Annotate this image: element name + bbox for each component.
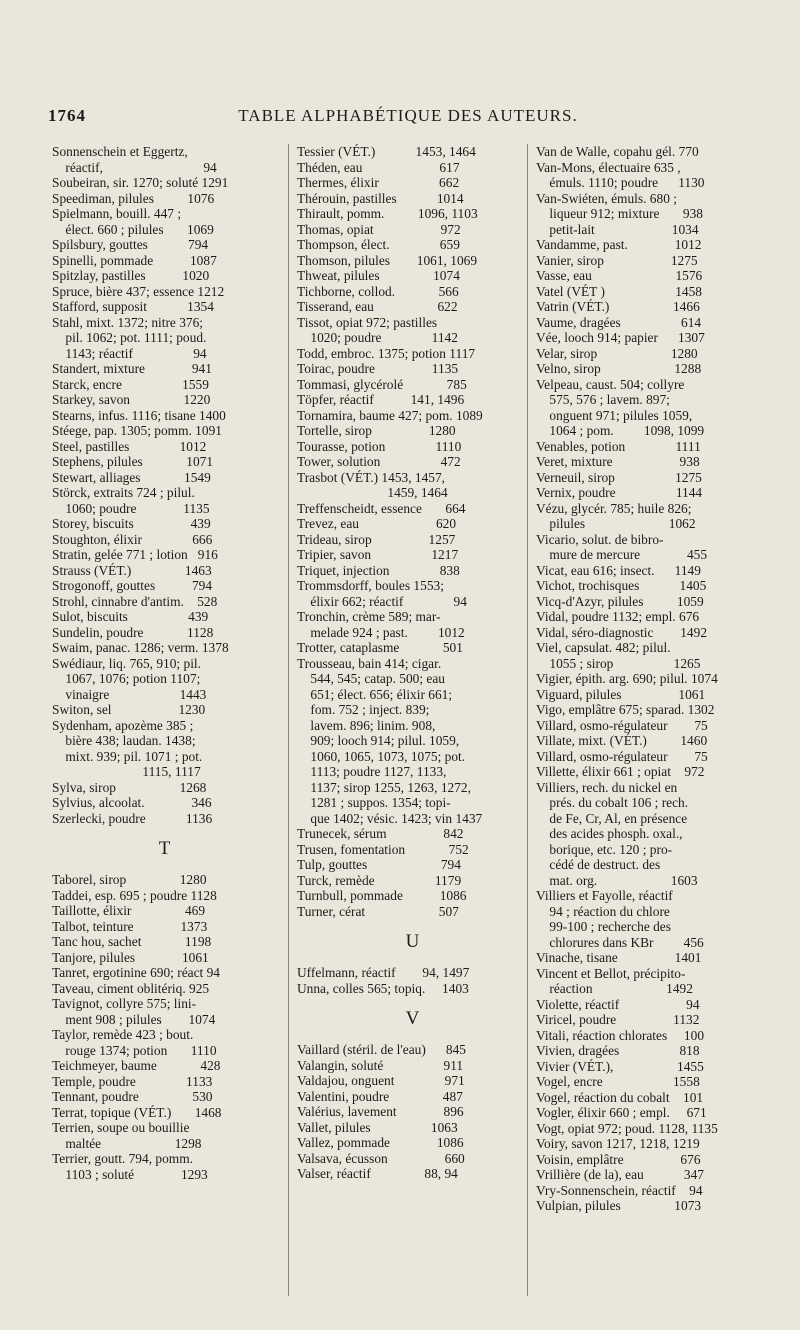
column-3 xyxy=(527,144,777,1296)
index-entry: Tavignot, collyre 575; lini- xyxy=(52,996,197,1011)
index-entry: Tissot, opiat 972; pastilles xyxy=(297,314,438,330)
index-entry: Terrat, topique (VÉT.) 1468 xyxy=(52,1104,222,1120)
index-entry: Van-Swiéten, émuls. 680 ; xyxy=(536,190,677,206)
index-entry: réaction 1492 xyxy=(536,981,693,996)
index-entry: Vanier, sirop 1275 xyxy=(536,252,698,268)
index-entry: Sylvius, alcoolat. 346 xyxy=(52,795,212,810)
index-entry: Thomas, opiat 972 xyxy=(297,221,461,237)
index-entry: Vitali, réaction chlorates 100 xyxy=(536,1027,705,1043)
index-entry: prés. du cobalt 106 ; rech. xyxy=(536,795,689,810)
index-entry: 1060; poudre 1135 xyxy=(52,500,210,516)
index-entry: Triquet, injection 838 xyxy=(297,562,460,578)
index-entry: Voiry, savon 1217, 1218, 1219 xyxy=(536,1136,700,1151)
index-entry: borique, etc. 120 ; pro- xyxy=(536,841,673,857)
index-entry: élixir 662; réactif 94 xyxy=(297,593,467,609)
index-entry: Strohl, cinnabre d'antim. 528 xyxy=(52,593,218,609)
index-entry: 1115, 1117 xyxy=(52,764,201,779)
index-entry: Tisserand, eau 622 xyxy=(297,299,458,314)
index-entry: Treffenscheidt, essence 664 xyxy=(297,500,466,516)
index-entry: Vallet, pilules 1063 xyxy=(297,1119,458,1135)
index-entry: Velar, sirop 1280 xyxy=(536,345,698,361)
index-entry: Vidal, poudre 1132; empl. 676 xyxy=(536,609,700,624)
index-entry: Stearns, infus. 1116; tisane 1400 xyxy=(52,407,226,423)
index-entry: Sulot, biscuits 439 xyxy=(52,609,209,624)
index-entry: Vernix, poudre 1144 xyxy=(536,485,703,500)
index-entry: Trusen, fomentation 752 xyxy=(297,841,469,857)
index-entry: 1281 ; suppos. 1354; topi- xyxy=(297,795,451,810)
index-entry: Spielmann, bouill. 447 ; xyxy=(52,206,182,221)
index-entry: Todd, embroc. 1375; potion 1117 xyxy=(297,345,476,361)
index-entry: Thermes, élixir 662 xyxy=(297,175,460,190)
index-entry: réactif, 94 xyxy=(52,159,217,175)
index-entry: 1060, 1065, 1073, 1075; pot. xyxy=(297,748,466,764)
index-entry: onguent 971; pilules 1059, xyxy=(536,407,693,423)
index-entry: Tanc hou, sachet 1198 xyxy=(52,934,212,949)
column-2 xyxy=(288,144,528,1296)
index-entry: Speediman, pilules 1076 xyxy=(52,190,215,206)
index-entry: Vasse, eau 1576 xyxy=(536,268,703,283)
index-entry: Vogel, réaction du cobalt 101 xyxy=(536,1089,704,1105)
index-entry: bière 438; laudan. 1438; xyxy=(52,733,196,748)
index-entry: Strogonoff, gouttes 794 xyxy=(52,578,213,593)
section-letter: V xyxy=(405,1008,420,1029)
index-entry: Valangin, soluté 911 xyxy=(297,1057,464,1073)
index-entry: Vicat, eau 616; insect. 1149 xyxy=(536,562,701,578)
index-entry: Tennant, poudre 530 xyxy=(52,1089,213,1104)
index-entry: Violette, réactif 94 xyxy=(536,996,700,1012)
index-entry: Théden, eau 617 xyxy=(297,159,460,175)
index-entry: Vaillard (stéril. de l'eau) 845 xyxy=(297,1042,466,1057)
index-entry: Starck, encre 1559 xyxy=(52,376,209,392)
index-entry: 1143; réactif 94 xyxy=(52,345,207,361)
index-entry: Van de Walle, copahu gél. 770 xyxy=(536,144,699,159)
index-entry: Stoughton, élixir 666 xyxy=(52,531,213,547)
index-entry: Starkey, savon 1220 xyxy=(52,392,211,407)
column-1 xyxy=(52,144,277,1182)
index-entry: rouge 1374; potion 1110 xyxy=(52,1042,217,1058)
index-entry: 1064 ; pom. 1098, 1099 xyxy=(536,423,705,438)
index-entry: Tanjore, pilules 1061 xyxy=(52,949,209,965)
index-entry: Villiers, rech. du nickel en xyxy=(536,779,678,795)
index-entry: 1067, 1076; potion 1107; xyxy=(52,671,201,686)
index-entry: Velno, sirop 1288 xyxy=(536,361,702,376)
index-entry: Stephens, pilules 1071 xyxy=(52,454,214,469)
index-entry: mixt. 939; pil. 1071 ; pot. xyxy=(52,748,203,764)
index-entry: Thweat, pilules 1074 xyxy=(297,268,460,283)
index-entry: 94 ; réaction du chlore xyxy=(536,903,670,919)
index-entry: 1137; sirop 1255, 1263, 1272, xyxy=(297,779,471,795)
index-entry: pil. 1062; pot. 1111; poud. xyxy=(52,330,207,345)
index-entry: 1055 ; sirop 1265 xyxy=(536,655,701,671)
index-entry: Trevez, eau 620 xyxy=(297,516,457,531)
index-entry: Trotter, cataplasme 501 xyxy=(297,640,463,655)
index-entry: Turck, remède 1179 xyxy=(297,872,462,888)
index-entry: Tichborne, collod. 566 xyxy=(297,283,459,299)
page-title: TABLE ALPHABÉTIQUE DES AUTEURS. xyxy=(238,106,578,125)
index-entry: Vivien, dragées 818 xyxy=(536,1043,700,1058)
index-entry: Vatel (VÉT ) 1458 xyxy=(536,283,702,299)
index-entry: Tourasse, potion 1110 xyxy=(297,438,462,454)
index-entry: petit-lait 1034 xyxy=(536,221,699,237)
index-entry: Spruce, bière 437; essence 1212 xyxy=(52,283,225,299)
index-entry: Veret, mixture 938 xyxy=(536,454,700,469)
index-entry: Vatrin (VÉT.) 1466 xyxy=(536,299,700,314)
index-entry: Tortelle, sirop 1280 xyxy=(297,423,456,438)
page-header xyxy=(48,106,768,132)
index-entry: Tessier (VÉT.) 1453, 1464 xyxy=(297,144,476,159)
index-entry: Stéege, pap. 1305; pomm. 1091 xyxy=(52,423,222,438)
index-entry: Vigier, épith. arg. 690; pilul. 1074 xyxy=(536,671,718,686)
index-entry: mat. org. 1603 xyxy=(536,872,698,888)
index-entry: Villiers et Fayolle, réactif xyxy=(536,888,673,903)
index-entry: 909; looch 914; pilul. 1059, xyxy=(297,733,460,748)
index-entry: Standert, mixture 941 xyxy=(52,361,212,376)
index-entry: Vézu, glycér. 785; huile 826; xyxy=(536,500,692,516)
index-entry: Tanret, ergotinine 690; réact 94 xyxy=(52,965,220,980)
index-entry: Viel, capsulat. 482; pilul. xyxy=(536,640,671,655)
index-entry: Valdajou, onguent 971 xyxy=(297,1073,465,1088)
index-entry: Vicq-d'Azyr, pilules 1059 xyxy=(536,593,704,609)
index-entry: melade 924 ; past. 1012 xyxy=(297,624,465,640)
index-entry: Teichmeyer, baume 428 xyxy=(52,1058,221,1073)
index-entry: Thompson, élect. 659 xyxy=(297,237,460,252)
index-entry: Terrien, soupe ou bouillie xyxy=(52,1120,190,1135)
index-entry: Stratin, gelée 771 ; lotion 916 xyxy=(52,547,218,562)
index-entry: Sundelin, poudre 1128 xyxy=(52,624,214,640)
index-entry: Tornamira, baume 427; pom. 1089 xyxy=(297,407,483,423)
index-entry: Swédiaur, liq. 765, 910; pil. xyxy=(52,655,201,671)
index-entry: Van-Mons, électuaire 635 , xyxy=(536,159,681,175)
index-entry: Turner, cérat 507 xyxy=(297,903,459,919)
index-entry: Tulp, gouttes 794 xyxy=(297,857,461,872)
index-entry: Villate, mixt. (VÉT.) 1460 xyxy=(536,733,708,748)
index-entry: Strauss (VÉT.) 1463 xyxy=(52,562,212,578)
index-entry: Stewart, alliages 1549 xyxy=(52,469,211,485)
index-entry: Vincent et Bellot, précipito- xyxy=(536,965,686,981)
section-letter: T xyxy=(158,838,171,859)
index-entry: Villette, élixir 661 ; opiat 972 xyxy=(536,764,705,779)
index-entry: Vée, looch 914; papier 1307 xyxy=(536,330,705,345)
index-entry: Trunecek, sérum 842 xyxy=(297,826,464,841)
index-entry: 99-100 ; recherche des xyxy=(536,919,671,934)
index-entry: Vidal, séro-diagnostic 1492 xyxy=(536,624,708,640)
index-entry: Valser, réactif 88, 94 xyxy=(297,1166,458,1181)
index-entry: Taillotte, élixir 469 xyxy=(52,903,206,918)
index-entry: Taddei, esp. 695 ; poudre 1128 xyxy=(52,887,217,903)
index-entry: Talbot, teinture 1373 xyxy=(52,918,208,934)
index-entry: Vry-Sonnenschein, réactif 94 xyxy=(536,1182,703,1198)
index-entry: Swaim, panac. 1286; verm. 1378 xyxy=(52,640,229,655)
index-entry: Tower, solution 472 xyxy=(297,454,461,469)
index-entry: cédé de destruct. des xyxy=(536,857,661,872)
index-entry: Trideau, sirop 1257 xyxy=(297,531,456,547)
index-entry: Storey, biscuits 439 xyxy=(52,516,211,531)
index-entry: Temple, poudre 1133 xyxy=(52,1073,213,1089)
index-entry: Vrillière (de la), eau 347 xyxy=(536,1167,705,1182)
index-entry: Sonnenschein et Eggertz, xyxy=(52,144,188,159)
index-entry: Vogler, élixir 660 ; empl. 671 xyxy=(536,1105,707,1120)
index-entry: Vicario, solut. de bibro- xyxy=(536,531,664,547)
index-entry: Vogt, opiat 972; poud. 1128, 1135 xyxy=(536,1120,718,1136)
index-entry: 1103 ; soluté 1293 xyxy=(52,1166,208,1182)
index-entry: Toirac, poudre 1135 xyxy=(297,361,459,376)
index-entry: Vivier (VÉT.), 1455 xyxy=(536,1058,704,1074)
index-entry: Vulpian, pilules 1073 xyxy=(536,1198,702,1213)
index-entry: Szerlecki, poudre 1136 xyxy=(52,810,213,826)
index-entry: Stafford, supposit 1354 xyxy=(52,299,214,314)
index-entry: Thérouin, pastilles 1014 xyxy=(297,190,464,206)
index-entry: Verneuil, sirop 1275 xyxy=(536,469,702,485)
index-entry: Valentini, poudre 487 xyxy=(297,1088,463,1104)
index-entry: Uffelmann, réactif 94, 1497 xyxy=(297,965,470,980)
index-entry: Thirault, pomm. 1096, 1103 xyxy=(297,206,478,221)
index-entry: Terrier, goutt. 794, pomm. xyxy=(52,1151,193,1166)
index-entry: lavem. 896; linim. 908, xyxy=(297,717,436,733)
index-entry: Sydenham, apozème 385 ; xyxy=(52,717,194,733)
index-entry: de Fe, Cr, Al, en présence xyxy=(536,810,688,826)
index-entry: Spinelli, pommade 1087 xyxy=(52,252,217,268)
index-entry: 1113; poudre 1127, 1133, xyxy=(297,764,447,779)
index-entry: Villard, osmo-régulateur 75 xyxy=(536,748,708,764)
index-entry: Unna, colles 565; topiq. 1403 xyxy=(297,980,469,996)
index-entry: Störck, extraits 724 ; pilul. xyxy=(52,485,195,500)
index-entry: Sylva, sirop 1268 xyxy=(52,779,207,795)
index-entry: mure de mercure 455 xyxy=(536,547,708,562)
index-entry: Stahl, mixt. 1372; nitre 376; xyxy=(52,314,204,330)
index-entry: Vaume, dragées 614 xyxy=(536,314,702,330)
index-entry: Valérius, lavement 896 xyxy=(297,1104,464,1119)
index-entry: Trasbot (VÉT.) 1453, 1457, xyxy=(297,469,446,485)
index-entry: Steel, pastilles 1012 xyxy=(52,438,207,454)
index-entry: chlorures dans KBr 456 xyxy=(536,934,704,950)
index-entry: Vogel, encre 1558 xyxy=(536,1074,700,1089)
index-entry: fom. 752 ; inject. 839; xyxy=(297,702,430,717)
index-entry: Spitzlay, pastilles 1020 xyxy=(52,268,210,283)
index-entry: des acides phosph. oxal., xyxy=(536,826,683,841)
index-entry: Töpfer, réactif 141, 1496 xyxy=(297,392,465,407)
index-entry: Vigo, emplâtre 675; sparad. 1302 xyxy=(536,702,715,717)
index-entry: Vallez, pommade 1086 xyxy=(297,1135,464,1150)
index-entry: 1020; poudre 1142 xyxy=(297,330,458,345)
index-entry: Vandamme, past. 1012 xyxy=(536,237,702,252)
index-entry: émuls. 1110; poudre 1130 xyxy=(536,175,705,190)
index-entry: Vichot, trochisques 1405 xyxy=(536,578,707,593)
index-entry: Viricel, poudre 1132 xyxy=(536,1012,700,1027)
index-entry: 575, 576 ; lavem. 897; xyxy=(536,392,670,407)
index-entry: Tronchin, crème 589; mar- xyxy=(297,609,441,624)
index-entry: Vinache, tisane 1401 xyxy=(536,950,702,965)
index-entry: Thomson, pilules 1061, 1069 xyxy=(297,252,478,268)
index-entry: Viguard, pilules 1061 xyxy=(536,686,706,702)
index-entry: 1459, 1464 xyxy=(297,485,448,500)
index-entry: 651; élect. 656; élixir 661; xyxy=(297,686,453,702)
index-entry: Voisin, emplâtre 676 xyxy=(536,1151,701,1167)
index-entry: Valsava, écusson 660 xyxy=(297,1150,465,1166)
page-number: 1764 xyxy=(48,106,86,125)
index-entry: que 1402; vésic. 1423; vin 1437 xyxy=(297,810,483,826)
index-entry: Soubeiran, sir. 1270; soluté 1291 xyxy=(52,175,229,190)
index-entry: Velpeau, caust. 504; collyre xyxy=(536,376,685,392)
index-entry: ment 908 ; pilules 1074 xyxy=(52,1011,216,1027)
index-entry: Spilsbury, gouttes 794 xyxy=(52,237,209,252)
index-entry: Taylor, remède 423 ; bout. xyxy=(52,1027,194,1042)
index-entry: Tommasi, glycérolé 785 xyxy=(297,376,467,392)
index-entry: Tripier, savon 1217 xyxy=(297,547,459,562)
index-entry: élect. 660 ; pilules 1069 xyxy=(52,221,214,237)
index-entry: Turnbull, pommade 1086 xyxy=(297,888,467,903)
index-entry: Taborel, sirop 1280 xyxy=(52,872,207,887)
index-entry: 544, 545; catap. 500; eau xyxy=(297,671,446,686)
index-entry: maltée 1298 xyxy=(52,1135,202,1151)
index-entry: pilules 1062 xyxy=(536,516,696,531)
index-entry: vinaigre 1443 xyxy=(52,686,207,702)
index-entry: Trommsdorff, boules 1553; xyxy=(297,578,444,593)
index-entry: Taveau, ciment oblitériq. 925 xyxy=(52,980,210,996)
index-entry: liqueur 912; mixture 938 xyxy=(536,206,703,221)
section-letter: U xyxy=(405,931,420,952)
index-entry: Trousseau, bain 414; cigar. xyxy=(297,655,442,671)
index-entry: Switon, sel 1230 xyxy=(52,702,206,717)
index-entry: Villard, osmo-régulateur 75 xyxy=(536,717,708,733)
index-entry: Venables, potion 1111 xyxy=(536,438,701,454)
